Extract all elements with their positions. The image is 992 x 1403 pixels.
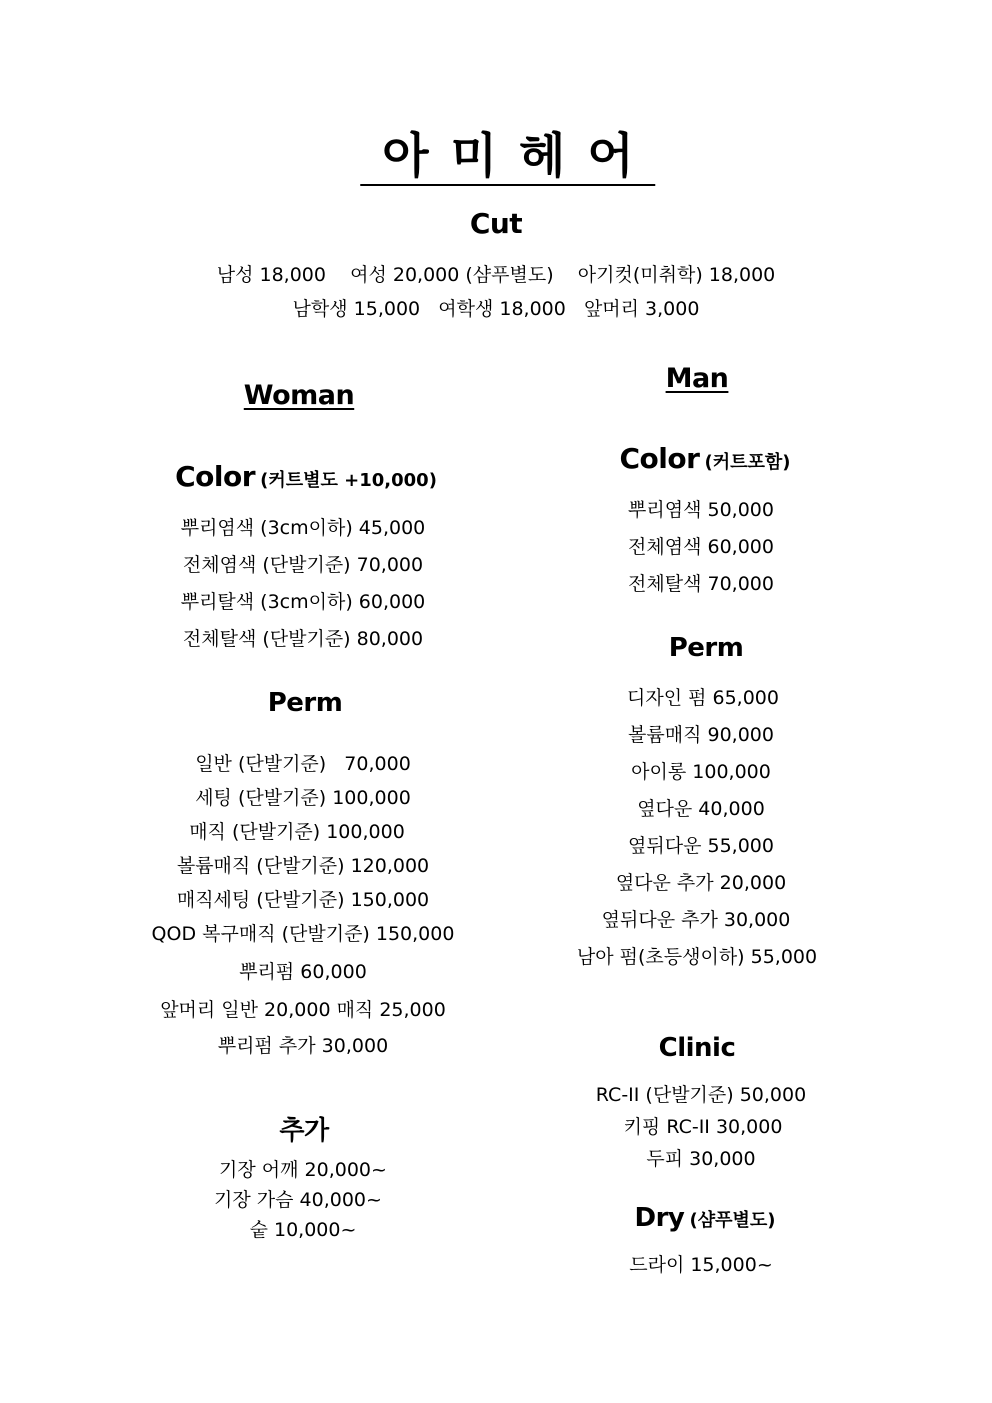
man-color-note: (커트포함) [704, 452, 791, 473]
woman-color-title: Color [175, 460, 256, 493]
man-perm-heading: Perm [668, 633, 744, 663]
woman-perm-item: 세팅 (단발기준) 100,000 [195, 787, 411, 809]
cut-heading: Cut [469, 207, 523, 240]
woman-color-item: 뿌리탈색 (3cm이하) 60,000 [180, 591, 426, 613]
woman-perm-heading: Perm [267, 688, 343, 718]
cut-line-2: 남학생 15,000 여학생 18,000 앞머리 3,000 [292, 298, 700, 320]
man-perm-item: 아이롱 100,000 [631, 761, 771, 783]
woman-color-item: 전체염색 (단발기준) 70,000 [182, 554, 424, 576]
woman-color-item: 뿌리염색 (3cm이하) 45,000 [180, 517, 426, 539]
man-perm-item: 옆뒤다운 추가 30,000 [601, 909, 791, 931]
woman-color-note: (커트별도 +10,000) [260, 470, 437, 491]
man-dry-note: (샴푸별도) [689, 1210, 776, 1231]
man-clinic-item: 두피 30,000 [646, 1148, 756, 1170]
woman-perm-item: 앞머리 일반 20,000 매직 25,000 [160, 999, 446, 1021]
man-dry-item: 드라이 15,000~ [629, 1254, 773, 1276]
woman-perm-item: 일반 (단발기준) 70,000 [195, 753, 411, 775]
man-perm-item: 옆다운 40,000 [637, 798, 765, 820]
woman-extra-item: 숱 10,000~ [249, 1219, 357, 1241]
woman-extra-item: 기장 가슴 40,000~ [214, 1189, 382, 1211]
man-color-item: 전체탈색 70,000 [628, 573, 774, 595]
man-dry-heading [635, 1203, 776, 1233]
man-perm-item: 볼륨매직 90,000 [628, 724, 774, 746]
man-color-heading [619, 442, 790, 475]
woman-perm-item: QOD 복구매직 (단발기준) 150,000 [151, 923, 455, 945]
man-perm-item: 옆다운 추가 20,000 [615, 872, 787, 894]
woman-extra-heading: 추가 [279, 1116, 329, 1146]
man-clinic-item: 키핑 RC-II 30,000 [623, 1116, 783, 1138]
woman-perm-item: 뿌리펌 추가 30,000 [217, 1035, 389, 1057]
woman-perm-item: 매직 (단발기준) 100,000 [189, 821, 405, 843]
woman-color-item: 전체탈색 (단발기준) 80,000 [182, 628, 424, 650]
page-title: 아미헤어 [360, 128, 655, 186]
man-color-title: Color [619, 442, 700, 475]
man-color-item: 뿌리염색 50,000 [628, 499, 774, 521]
woman-extra-item: 기장 어깨 20,000~ [219, 1159, 387, 1181]
man-clinic-item: RC-II (단발기준) 50,000 [595, 1084, 807, 1106]
man-dry-title: Dry [634, 1203, 685, 1233]
woman-perm-item: 볼륨매직 (단발기준) 120,000 [176, 855, 430, 877]
man-perm-item: 디자인 펌 65,000 [627, 687, 779, 709]
man-perm-item: 옆뒤다운 55,000 [628, 835, 774, 857]
man-color-item: 전체염색 60,000 [628, 536, 774, 558]
man-perm-item: 남아 펌(초등생이하) 55,000 [576, 946, 818, 968]
woman-color-heading [175, 460, 437, 493]
woman-heading: Woman [243, 380, 355, 411]
woman-perm-item: 매직세팅 (단발기준) 150,000 [176, 889, 430, 911]
man-heading: Man [665, 363, 729, 394]
woman-perm-item: 뿌리펌 60,000 [239, 961, 367, 983]
man-clinic-heading: Clinic [658, 1033, 736, 1063]
cut-line-1: 남성 18,000 여성 20,000 (샴푸별도) 아기컷(미취학) 18,000 [216, 264, 776, 286]
